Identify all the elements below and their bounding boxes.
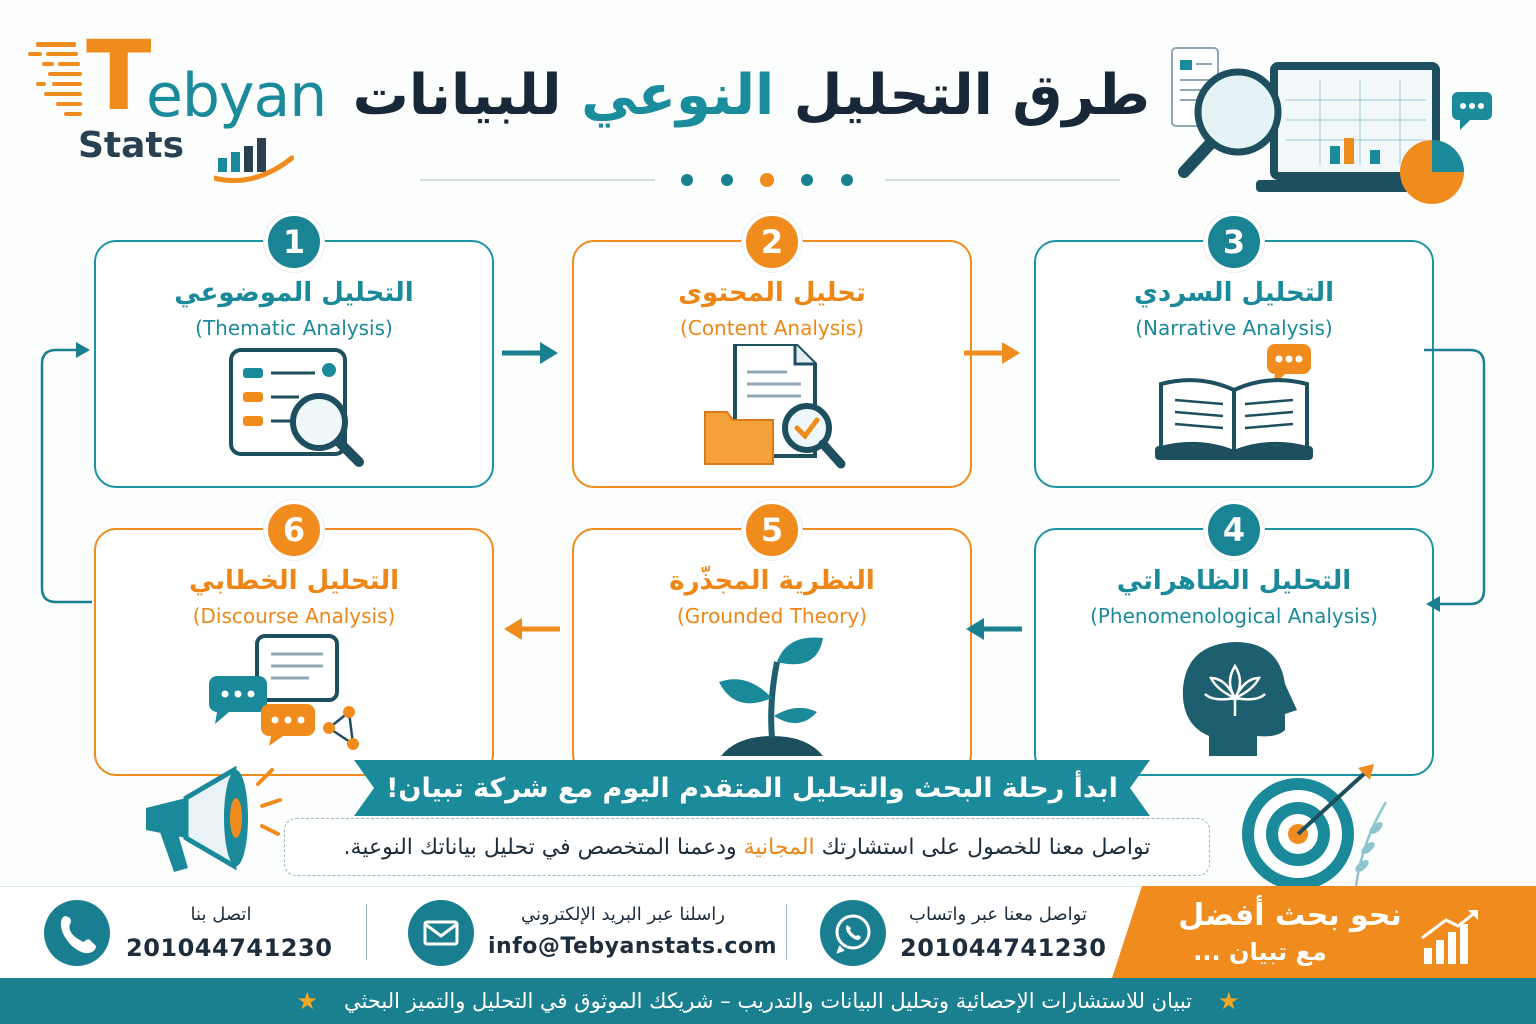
step-number-badge: 1	[264, 212, 324, 272]
whatsapp-icon[interactable]	[820, 900, 886, 966]
logo-t-letter: T	[86, 20, 152, 132]
info-text-highlight: المجانية	[743, 834, 815, 860]
logo-text-top-visual: ebyan	[146, 61, 327, 131]
info-text-before: تواصل معنا للخصول على استشارتك	[821, 834, 1151, 860]
slogan-line2: مع تبيان ...	[1193, 938, 1327, 966]
title-part2: للبيانات	[352, 63, 562, 128]
footer-bar	[0, 978, 1536, 1024]
method-title-ar: التحليل الخطابي	[188, 566, 400, 596]
contact-phone[interactable]	[44, 892, 334, 972]
method-title-en: (Narrative Analysis)	[1135, 316, 1333, 340]
flow-arrow-right	[500, 338, 562, 368]
contact-email[interactable]	[408, 892, 777, 972]
whatsapp-label: تواصل معنا عبر واتساب	[909, 904, 1087, 925]
method-title-en: (Phenomenological Analysis)	[1090, 604, 1378, 628]
star-icon: ★	[1218, 987, 1240, 1015]
hero-analysis-illustration	[1160, 40, 1510, 210]
document-check-icon	[677, 344, 867, 474]
flow-arrow-left	[500, 614, 562, 644]
star-icon: ★	[296, 987, 318, 1015]
target-icon	[1226, 762, 1406, 892]
method-title-ar: التحليل الظاهراتي	[1116, 566, 1352, 596]
method-title-en: (Grounded Theory)	[676, 604, 868, 628]
method-card-grounded-theory	[572, 511, 972, 776]
method-card-narrative	[1034, 223, 1434, 488]
page-title	[352, 62, 1150, 129]
flow-loop-left	[34, 340, 94, 610]
phone-icon[interactable]	[44, 900, 110, 966]
title-divider	[420, 170, 1120, 190]
list-magnifier-icon	[199, 344, 389, 474]
megaphone-icon	[126, 760, 286, 880]
head-lotus-icon	[1139, 632, 1329, 762]
open-book-icon	[1139, 344, 1329, 474]
envelope-icon[interactable]	[408, 900, 474, 966]
flow-loop-right	[1420, 340, 1500, 620]
title-part1: طرق التحليل	[793, 63, 1150, 128]
logo-text-bottom: Stats	[78, 125, 185, 166]
email-label: راسلنا عبر البريد الإلكتروني	[521, 904, 725, 925]
flow-arrow-left	[962, 614, 1024, 644]
phone-number[interactable]: 201044741230	[126, 934, 333, 962]
flow-arrow-right	[962, 338, 1024, 368]
contact-whatsapp[interactable]	[820, 892, 1110, 972]
tebyan-logo[interactable]	[28, 20, 327, 174]
phone-label: اتصل بنا	[190, 904, 252, 925]
method-card-content	[572, 223, 972, 488]
logo-bars-icon	[214, 128, 294, 184]
method-title-ar: تحليل المحتوى	[678, 278, 866, 308]
growth-chart-icon	[1418, 908, 1482, 968]
slogan-line1: نحو بحث أفضل	[1178, 898, 1402, 933]
step-number-badge: 5	[742, 500, 802, 560]
step-number-badge: 4	[1204, 500, 1264, 560]
contact-separator	[786, 904, 787, 960]
speed-lines-icon	[28, 36, 88, 126]
info-text-after: ودعمنا المتخصص في تحليل بياناتك النوعية.	[343, 834, 737, 860]
title-accent: النوعي	[581, 63, 775, 128]
email-address[interactable]: info@Tebyanstats.com	[488, 934, 777, 959]
footer-text: تبيان للاستشارات الإحصائية وتحليل البيانات والتدريب – شريكك الموثوق في التحليل والتميز البحثي	[343, 989, 1193, 1013]
method-card-discourse	[94, 511, 494, 776]
step-number-badge: 6	[264, 500, 324, 560]
whatsapp-number[interactable]: 201044741230	[900, 934, 1107, 962]
sprout-icon	[677, 632, 867, 762]
method-title-ar: التحليل الموضوعي	[174, 278, 414, 308]
step-number-badge: 3	[1204, 212, 1264, 272]
chat-network-icon	[199, 632, 389, 762]
method-title-ar: النظرية المجذّرة	[669, 566, 875, 596]
method-title-en: (Thematic Analysis)	[195, 316, 393, 340]
method-card-thematic	[94, 223, 494, 488]
consultation-info-box	[284, 818, 1210, 876]
cta-banner-text: ابدأ رحلة البحث والتحليل المتقدم اليوم مع شركة تبيان!	[386, 772, 1118, 804]
method-title-en: (Discourse Analysis)	[192, 604, 396, 628]
step-number-badge: 2	[742, 212, 802, 272]
method-title-en: (Content Analysis)	[680, 316, 864, 340]
method-title-ar: التحليل السردي	[1134, 278, 1334, 308]
contact-separator	[366, 904, 367, 960]
method-card-phenomenological	[1034, 511, 1434, 776]
